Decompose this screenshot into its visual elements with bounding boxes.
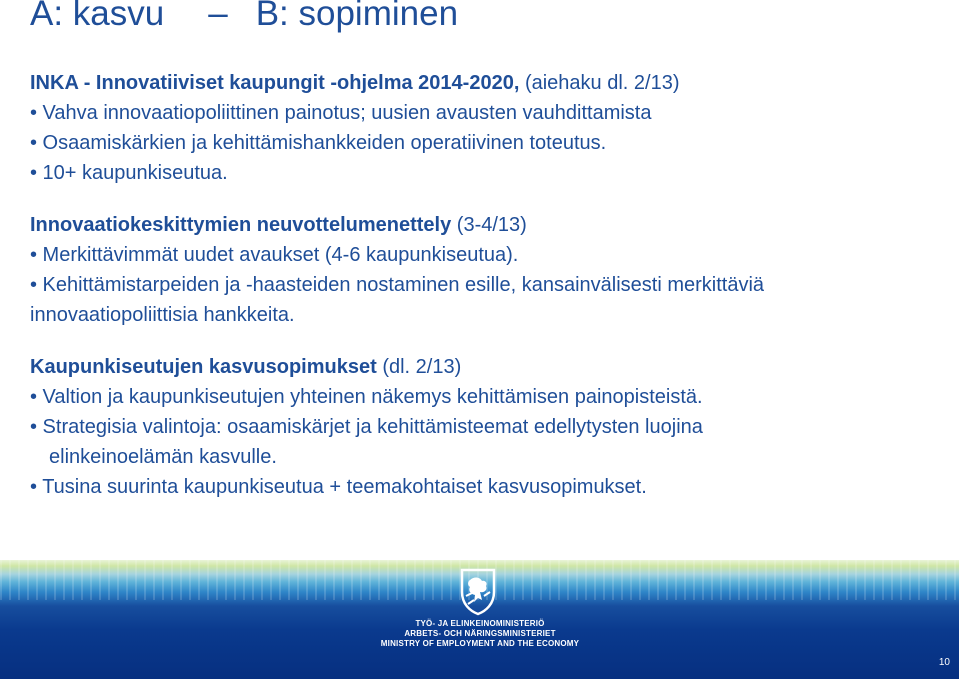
bullet-continuation: elinkeinoelämän kasvulle. xyxy=(49,446,277,468)
section-heading-inka: INKA - Innovatiiviset kaupungit -ohjelma 2014-2020, (aiehaku dl. 2/13) xyxy=(30,72,680,94)
slide-body xyxy=(30,68,930,502)
bullet-item: • Strategisia valintoja: osaamiskärjet ja kehittämisteemat edellytysten luojina xyxy=(30,416,703,438)
title-part-a: A: kasvu xyxy=(30,0,165,33)
section-heading-kasvusopimukset: Kaupunkiseutujen kasvusopimukset (dl. 2/13) xyxy=(30,356,462,378)
bullet-item: • Tusina suurinta kaupunkiseutua + teemakohtaiset kasvusopimukset. xyxy=(30,476,647,498)
bullet-item: • Kehittämistarpeiden ja -haasteiden nostaminen esille, kansainvälisesti merkittäviä xyxy=(30,274,765,296)
bullet-item: • Osaamiskärkien ja kehittämishankkeiden operatiivinen toteutus. xyxy=(30,132,607,154)
title-dash: – xyxy=(208,0,228,33)
finnish-lion-crest-icon xyxy=(458,566,498,616)
title-part-b: B: sopiminen xyxy=(255,0,459,33)
bullet-item: • Merkittävimmät uudet avaukset (4-6 kaupunkiseutua). xyxy=(30,244,519,266)
section-heading-neuvottelu: Innovaatiokeskittymien neuvottelumenettely (3-4/13) xyxy=(30,214,527,236)
bullet-continuation: innovaatiopoliittisia hankkeita. xyxy=(30,304,295,326)
ministry-name xyxy=(370,619,590,649)
slide-title xyxy=(30,0,458,34)
bullet-item: • 10+ kaupunkiseutua. xyxy=(30,162,228,184)
bullet-item: • Vahva innovaatiopoliittinen painotus; uusien avausten vauhdittamista xyxy=(30,102,652,124)
ministry-name-sv: ARBETS- OCH NÄRINGSMINISTERIET xyxy=(404,629,556,638)
ministry-name-en: MINISTRY OF EMPLOYMENT AND THE ECONOMY xyxy=(380,639,580,648)
bullet-item: • Valtion ja kaupunkiseutujen yhteinen näkemys kehittämisen painopisteistä. xyxy=(30,386,703,408)
page-number: 10 xyxy=(938,657,950,668)
ministry-name-fi: TYÖ- JA ELINKEINOMINISTERIÖ xyxy=(415,619,545,628)
